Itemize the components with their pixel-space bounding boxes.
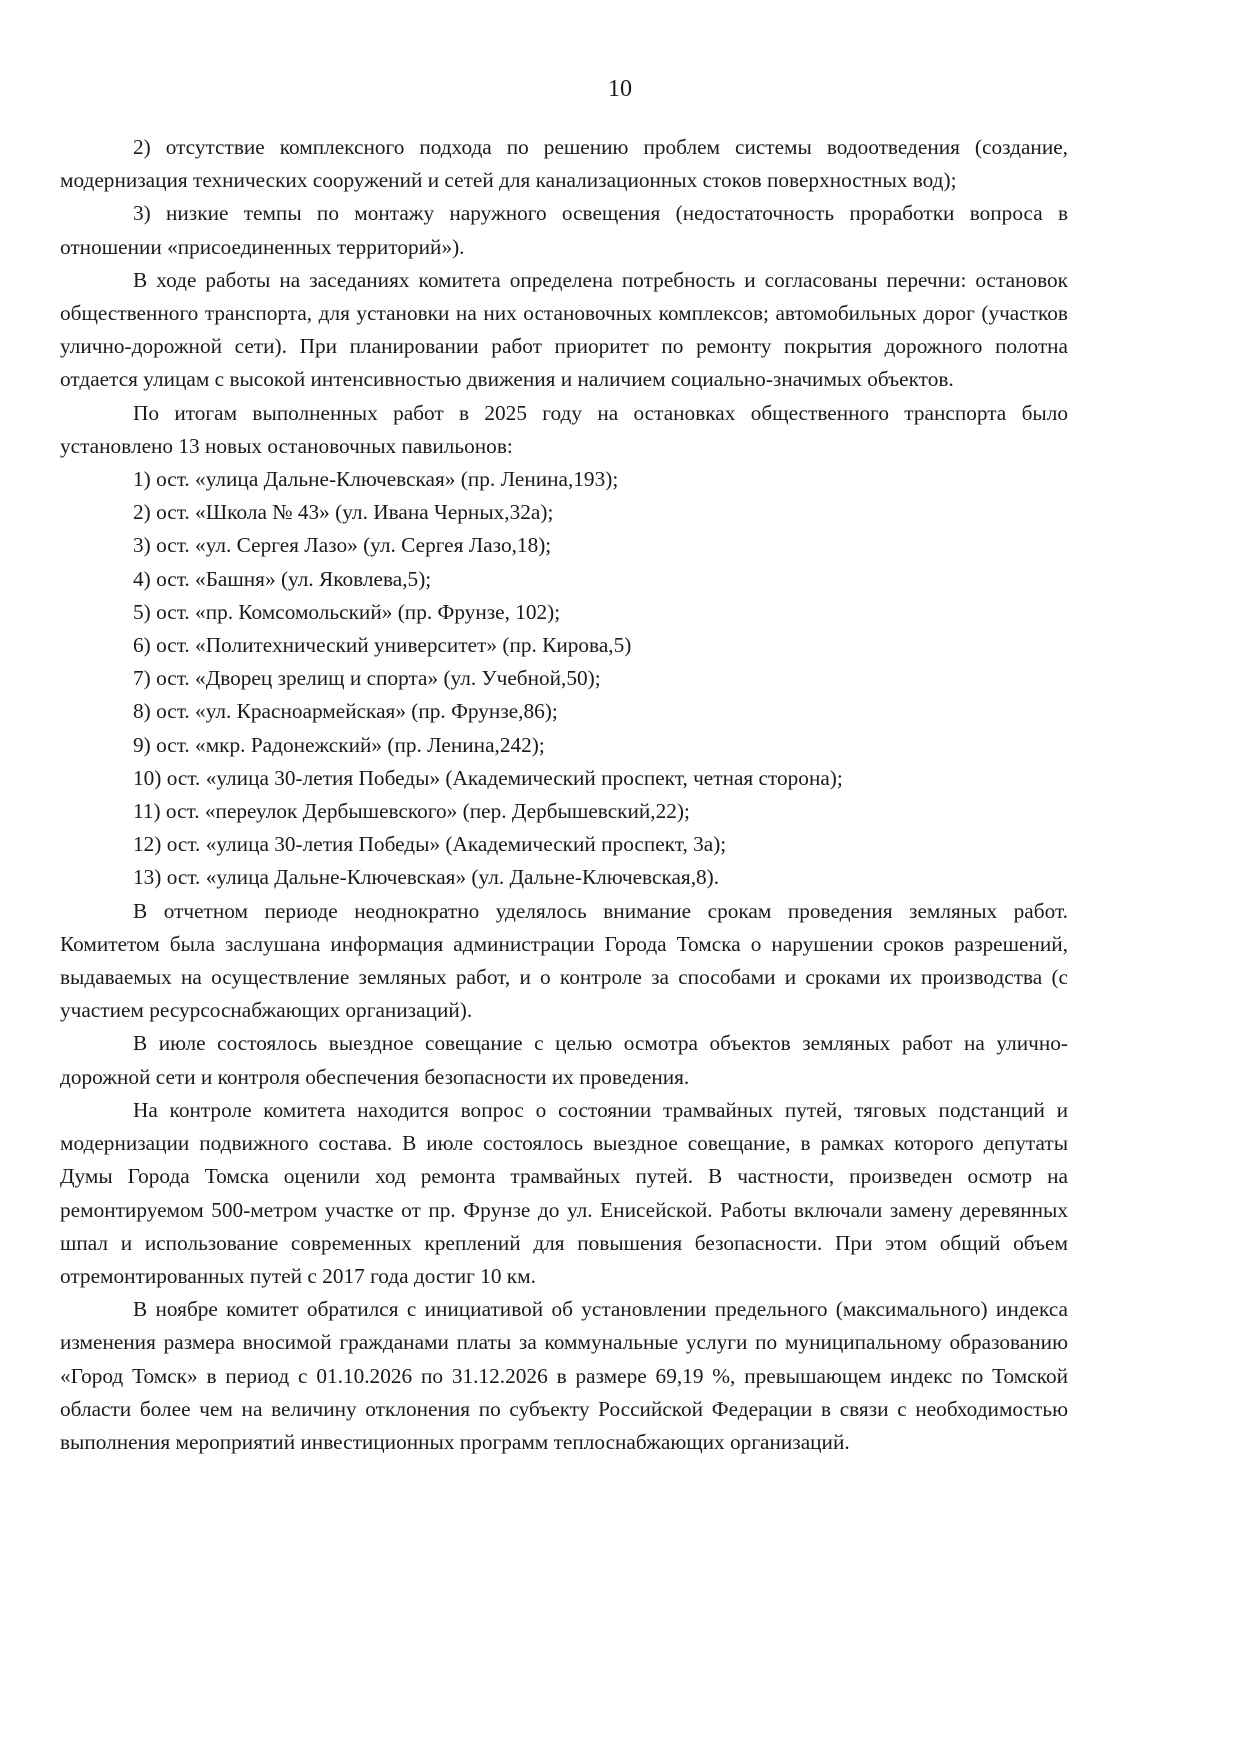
paragraph-earthworks: В отчетном периоде неоднократно уделялось внимание срокам проведения земляных работ. Комитетом была заслушана информация администрации Города Томска о нарушении сроков разрешений, выдаваемых на осуществление земляных работ, и о контроле за способами и сроками их производства (с участием ресурсоснабжающих организаций). (60, 898, 1068, 1023)
list-item: 5) ост. «пр. Комсомольский» (пр. Фрунзе, 102); (133, 599, 561, 624)
list-item: 7) ост. «Дворец зрелищ и спорта» (ул. Учебной,50); (133, 666, 601, 691)
list-item: 2) ост. «Школа № 43» (ул. Ивана Черных,32а); (133, 500, 554, 525)
paragraph-item-3: 3) низкие темпы по монтажу наружного освещения (недостаточность проработки вопроса в отношении «присоединенных территорий»). (60, 201, 1068, 259)
stops-list (60, 463, 1068, 895)
paragraph-item-2: 2) отсутствие комплексного подхода по решению проблем системы водоотведения (создание, модернизация технических сооружений и сетей для канализационных стоков поверхностных вод); (60, 135, 1068, 193)
list-item: 11) ост. «переулок Дербышевского» (пер. Дербышевский,22); (133, 799, 690, 824)
list-item: 12) ост. «улица 30-летия Победы» (Академический проспект, 3а); (133, 832, 727, 857)
list-item: 1) ост. «улица Дальне-Ключевская» (пр. Ленина,193); (133, 467, 619, 492)
page-number: 10 (608, 76, 632, 102)
list-item: 3) ост. «ул. Сергея Лазо» (ул. Сергея Лазо,18); (133, 533, 552, 558)
paragraph-july-meeting: В июле состоялось выездное совещание с целью осмотра объектов земляных работ на улично-дорожной сети и контроля обеспечения безопасности их проведения. (60, 1031, 1068, 1089)
paragraph-committee-lists: В ходе работы на заседаниях комитета определена потребность и согласованы перечни: остановок общественного транспорта, для установки на них остановочных комплексов; автомобильных дорог (участков улично-дорожной сети). При планировании работ приоритет по ремонту покрытия дорожного полотна отдается улицам с высокой интенсивностью движения и наличием социально-значимых объектов. (60, 267, 1068, 392)
paragraph-pavilions-intro: По итогам выполненных работ в 2025 году на остановках общественного транспорта было установлено 13 новых остановочных павильонов: (60, 400, 1068, 458)
list-item: 9) ост. «мкр. Радонежский» (пр. Ленина,242); (133, 732, 545, 757)
document-body (60, 131, 1068, 1459)
list-item: 8) ост. «ул. Красноармейская» (пр. Фрунзе,86); (133, 699, 558, 724)
paragraph-tariff-index: В ноябре комитет обратился с инициативой об установлении предельного (максимального) индекса изменения размера вносимой гражданами платы за коммунальные услуги по муниципальному образованию «Город Томск» в период с 01.10.2026 по 31.12.2026 в размере 69,19 %, превышающем индекс по Томской области более чем на величину отклонения по субъекту Российской Федерации в связи с необходимостью выполнения мероприятий инвестиционных программ теплоснабжающих организаций. (60, 1297, 1068, 1454)
list-item: 13) ост. «улица Дальне-Ключевская» (ул. Дальне-Ключевская,8). (133, 865, 720, 890)
list-item: 6) ост. «Политехнический университет» (пр. Кирова,5) (133, 633, 632, 658)
paragraph-tram: На контроле комитета находится вопрос о состоянии трамвайных путей, тяговых подстанций и модернизации подвижного состава. В июле состоялось выездное совещание, в рамках которого депутаты Думы Города Томска оценили ход ремонта трамвайных путей. В частности, произведен осмотр на ремонтируемом 500-метром участке от пр. Фрунзе до ул. Енисейской. Работы включали замену деревянных шпал и использование современных креплений для повышения безопасности. При этом общий объем отремонтированных путей с 2017 года достиг 10 км. (60, 1097, 1068, 1288)
list-item: 4) ост. «Башня» (ул. Яковлева,5); (133, 566, 432, 591)
list-item: 10) ост. «улица 30-летия Победы» (Академический проспект, четная сторона); (133, 765, 843, 790)
